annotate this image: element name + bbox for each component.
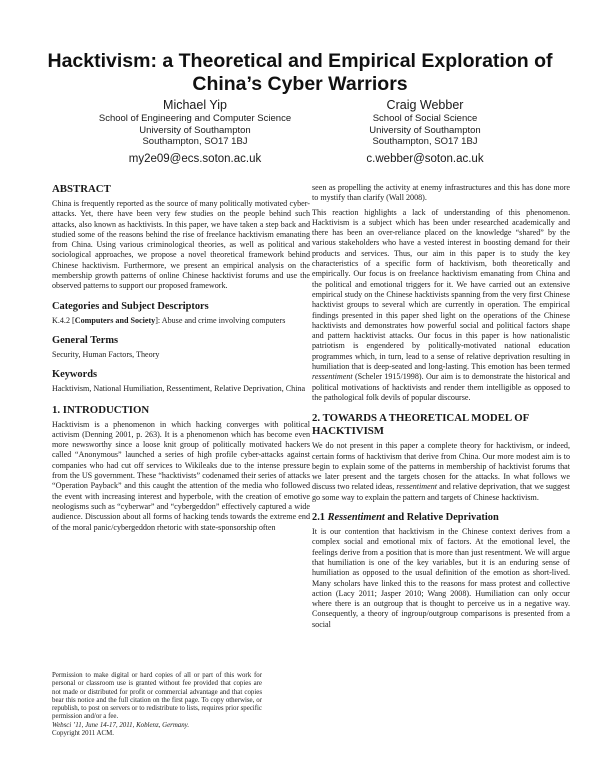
categories-text	[52, 316, 310, 326]
abstract-heading: ABSTRACT	[52, 183, 111, 195]
author-affiliation-line: Southampton, SO17 1BJ	[142, 136, 248, 148]
author-affiliation-line: School of Engineering and Computer Science	[98, 113, 292, 124]
subsection-2-1-heading: 2.1 Ressentiment and Relative Deprivation	[312, 512, 499, 524]
paragraph: This reaction highlights a lack of understanding of this phenomenon. Hacktivism is a subject which has been under researched academically and there has been an over-reliance placed on the knowledge “shared” by the various stakeholders who have a vested interest in boosting demand for their products and services. Thus, our aim in this paper is to study the key characteristics of a specific form of hacktivism, both theoretically and empirically. Our focus is on freelance hacktivism emanating from China and the political and emotional triggers for it. We have carried out an extensive empirical study on the Chinese hacktivists spanning from the very first Chinese hacktivist groups to several which are currently in operation. The empirical findings presented in this paper shed light on the operations of the Chinese hacktivists and demonstrates how powerful social and political factors shape and pattern hacktivist attacks. Our focus in this paper is how nationalistic patriotism is engendered by politically-motivated national education programmes which, in turn, lead to a sense of relative deprivation resulting in humiliation that is deep-seated and long-lasting. This emotion has been termed ressentiment (Scheler 1915/1998). Our aim is to demonstrate the historical and political motivations of hacktivists and render them intelligible as opposed to the pathological folk devils of popular discourse.	[312, 207, 570, 402]
author-affiliation-line: Southampton, SO17 1BJ	[372, 136, 478, 148]
abstract-text: China is frequently reported as the source of many politically motivated cyber-attacks. Yet, there have been very few studies on the people behind such attacks, also known as hacktivists. In this paper, we have taken a step back and studied some of the reasons behind the rise of freelance hacktivism emanating from China. Using various criminological theories, as well as political and sociological approaches, we propose a novel theoretical framework behind Chinese hacktivism. Furthermore, we present an empirical analysis on the membership growth patterns of online Chinese hacktivist forums and use the observed patterns to support our proposed framework.	[52, 199, 310, 291]
ccs-rest: ]: Abuse and crime involving computers	[155, 315, 286, 325]
paragraph: We do not present in this paper a complete theory for hacktivism, or indeed, certain forms of hacktivism that derive from China. Our more modest aim is to begin to explain some of the patterns in membership of hacktivist forums that we later present and the targets chosen for the attacks. In what follows we discuss two related ideas, ressentiment and relative deprivation, that we suggest go some way to explain the pattern and targets of Chinese hacktivism.	[312, 441, 570, 502]
author-name: Michael Yip	[163, 98, 227, 112]
permission-text: Permission to make digital or hard copies of all or part of this work for personal or classroom use is granted without fee provided that copies are not made or distributed for profit or commercial advantage and that copies bear this notice and the full citation on the first page. To copy otherwise, or republish, to post on servers or to redistribute to lists, requires prior specific permission and/or a fee.	[52, 672, 262, 721]
author-email: my2e09@ecs.soton.ac.uk	[128, 152, 262, 165]
author-affiliation-line: University of Southampton	[139, 124, 251, 136]
introduction-heading: 1. INTRODUCTION	[52, 403, 150, 416]
paragraph: It is our contention that hacktivism in the Chinese context derives from a complex social and emotional mix of factors. At the emotional level, the feelings derive from a position that is more than just resentment. We will argue that humiliation is one of the key variables, but it is an enduring sense of humiliation as opposed to the usual definition of the emotion as short-lived. Many scholars have linked this to the reasons for mass protest and collective action (Lacy 2011; Jasper 2010; Wang 2008). Humiliation can only occur where there is an outgroup that is thought to perceive us in a negative way. Consequently, a theory of ingroup/outgroup comparisons is presented from a social	[312, 527, 570, 629]
general-terms-text: Security, Human Factors, Theory	[52, 349, 160, 359]
ccs-bold: Computers and Society	[74, 315, 156, 325]
keywords-heading: Keywords	[52, 369, 98, 381]
introduction-text: Hacktivism is a phenomenon in which hacking converges with political activism (Denning 2001, p. 263). It is a phenomenon which has become even more newsworthy since a loose knit group of politically motivated hackers called “Anonymous” launched a series of high profile cyber-attacks against companies who had cut off services to Wikileaks due to the intense pressure from the US government. These “hacktivists” codenamed their series of attacks “Operation Payback” and this caught the attention of the media who followed the event with increasing interest and hyperbole, with the creation of emotive neologisms such as “cyberwar” and “cybergeddon” effectively captured a wide audience. Discussion about all forms of hacking tends towards the extreme end of the moral panic/cybergeddon rhetoric with state-sponsorship often	[52, 419, 310, 532]
right-column	[312, 183, 570, 630]
copyright-line: Copyright 2011 ACM.	[52, 730, 114, 738]
categories-heading: Categories and Subject Descriptors	[52, 300, 209, 312]
keywords-text: Hacktivism, National Humiliation, Ressentiment, Relative Deprivation, China	[52, 384, 306, 394]
author-affiliation-line: University of Southampton	[369, 124, 481, 136]
general-terms-heading: General Terms	[52, 334, 119, 346]
section-2-heading: 2. TOWARDS A THEORETICAL MODEL OF HACKTIVISM	[312, 412, 529, 438]
author-affiliation-line: School of Social Science	[372, 113, 478, 124]
author-email: c.webber@soton.ac.uk	[366, 152, 484, 165]
paragraph: seen as propelling the activity at enemy infrastructures and this has done more to mystify than clarify (Wall 2008).	[312, 183, 570, 203]
author-1	[70, 98, 320, 166]
conference-info: Websci ’11, June 14-17, 2011, Koblenz, Germany.	[52, 721, 190, 729]
ccs-code: K.4.2 [	[52, 315, 75, 325]
author-name: Craig Webber	[386, 98, 464, 112]
permission-notice	[52, 672, 262, 738]
paper-title: Hacktivism: a Theoretical and Empirical Exploration of China’s Cyber Warriors	[47, 50, 553, 95]
left-column	[52, 183, 310, 533]
author-2	[300, 98, 550, 166]
